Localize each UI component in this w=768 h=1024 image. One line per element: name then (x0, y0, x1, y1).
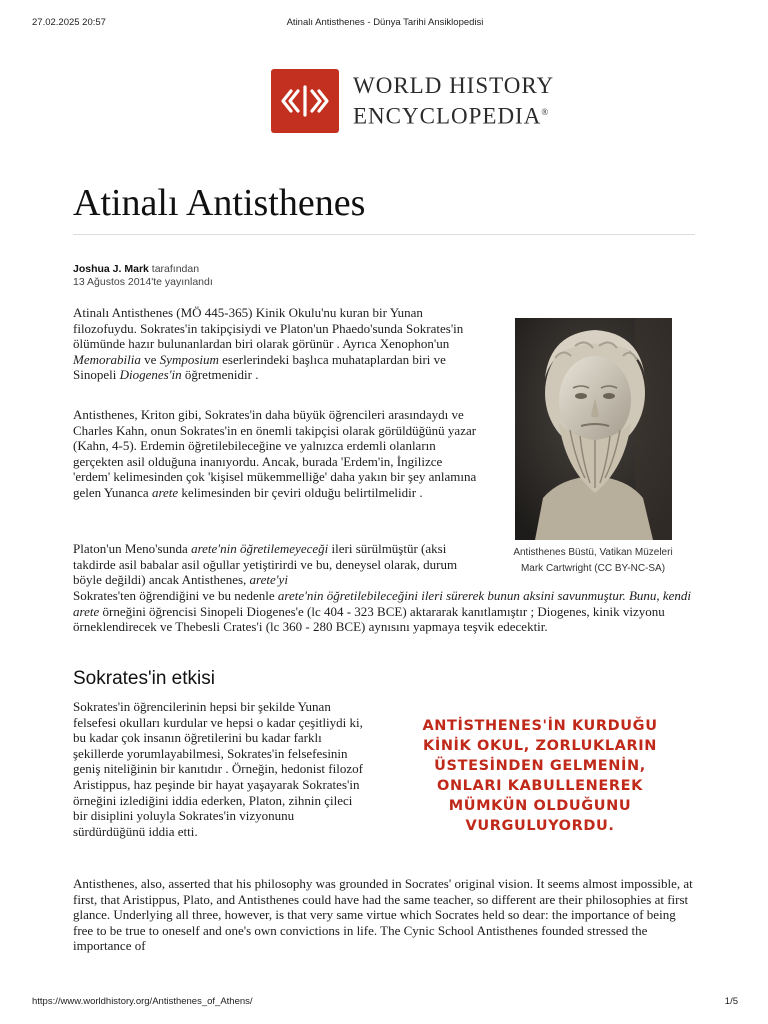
intro-text-d: öğretmenidir . (181, 367, 259, 383)
print-header (32, 17, 738, 31)
paragraph-arete (73, 407, 481, 501)
antisthenes-bust-image[interactable] (515, 318, 672, 540)
page-number: 1/5 (724, 996, 738, 1007)
intro-text-a: Atinalı Antisthenes (MÖ 445-365) Kinik Okulu'nu kuran bir Yunan filozofuydu. Sokrates'in takipçisiydi ve Platon'un Phaedo'sunda Sokrates'in ölümünde hazır bulunanlardan biri olarak görünür . Ayrıca Xenophon'un (73, 305, 464, 352)
registered-mark: ® (541, 106, 550, 117)
para2-em-arete: arete (151, 484, 179, 500)
logo-mark-icon (271, 69, 339, 133)
logo-wordmark (353, 73, 554, 130)
image-caption: Antisthenes Büstü, Vatikan Müzeleri (513, 547, 673, 558)
article-title: Atinalı Antisthenes (73, 182, 366, 224)
paragraph-meno-bottom (73, 588, 695, 635)
intro-em-memorabilia: Memorabilia (73, 351, 141, 367)
author-suffix: tarafından (148, 263, 200, 275)
intro-em-symposium: Symposium (159, 351, 219, 367)
author-link[interactable]: Joshua J. Mark (73, 263, 149, 275)
para3b-em-a: arete'nin öğretilebileceğini ileri sürerek bunun aksini savunmuştur. Bunu, kendi arete (73, 588, 692, 619)
pull-quote: ANTİSTHENES'İN KURDUĞU KİNİK OKUL, ZORLUKLARIN ÜSTESİNDEN GELMENİN, ONLARI KABULLENEREK MÜMKÜN OLDUĞUNU VURGULUYORDU. (422, 718, 658, 834)
logo-line-2: ENCYCLOPEDIA (353, 103, 542, 129)
para3-em-b: arete'yi (249, 572, 288, 588)
intro-text-b: ve (140, 351, 160, 367)
print-datetime: 27.02.2025 20:57 (32, 17, 106, 28)
image-credit: Mark Cartwright (CC BY-NC-SA) (520, 563, 666, 574)
para3-em-a: arete'nin öğretilemeyeceği (191, 541, 329, 556)
publish-date: 13 Ağustos 2014'te yayınlandı (73, 276, 213, 288)
section-heading-socrates-influence: Sokrates'in etkisi (73, 668, 215, 689)
title-divider (73, 234, 695, 235)
byline (73, 263, 213, 289)
para3-text-a: Platon'un Meno'sunda (73, 541, 192, 556)
paragraph-meno-top (73, 541, 481, 588)
para3b-text-b: örneğini öğrencisi Sinopeli Diogenes'e (lc 404 - 323 BCE) aktararak kanıtlamıştır ; Diogenes, kinik vizyonu örneklendirecek ve Thebesli Crates'i (lc 360 - 280 BCE) aynısını yapmaya teşvik edecektir. (73, 603, 665, 635)
intro-text-c: eserlerindeki başlıca muhataplardan biri ve Sinopeli (73, 351, 446, 383)
intro-paragraph (73, 305, 481, 383)
para3-text-b: ileri sürülmüştür (aksi takdirde asil babalar asil oğullar yetiştirirdi ve bu, deneysel olarak, durum böyle değildi) ancak Antisthenes, (73, 541, 458, 588)
print-footer (32, 996, 738, 1010)
site-logo[interactable] (271, 69, 554, 133)
para3b-text-a: Sokrates'ten öğrendiğini ve bu nedenle (73, 588, 278, 603)
paragraph-students: Sokrates'in öğrencilerinin hepsi bir şekilde Yunan felsefesi okulları kurdular ve hepsi o kadar çeşitliydi ki, bu kadar çok insanın öğretilerini bu kadar farklı şekillerde yorumlayabilmesi, Sokrates'in felsefesinin geniş niteliğinin bir kanıtıdır . Örneğin, hedonist filozof Aristippus, haz peşinde bir hayat yaşayarak Sokrates'in örneğini izlediğini iddia ederken, Platon, zihnin çileci bir disiplini yoluyla Sokrates'in vizyonunu sürdürdüğünü iddia etti. (73, 699, 363, 839)
para2-text-b: kelimesinden bir çeviri olduğu belirtilmelidir . (178, 484, 423, 500)
para2-text-a: Antisthenes, Kriton gibi, Sokrates'in daha büyük öğrencileri arasındaydı ve Charles Kahn, onun Sokrates'in en önemli takipçisi olarak görüldüğünü yazar (Kahn, 4-5). Erdemin öğretilebileceğine ve yalnızca erdemli olanların gerçekten asil olduğuna inanıyordu. Ancak, burada 'Erdem'in, İngilizce 'erdem' kelimesinden çok 'kişisel mükemmelliğe' daha yakın bir şey anlamına gelen Yunanca (73, 407, 477, 500)
page-url[interactable]: https://www.worldhistory.org/Antisthenes_of_Athens/ (32, 996, 253, 1007)
print-page-title: Atinalı Antisthenes - Dünya Tarihi Ansiklopedisi (286, 17, 484, 28)
bust-illustration (515, 318, 672, 540)
logo-line-1: WORLD HISTORY (353, 72, 555, 98)
paragraph-antisthenes-vision: Antisthenes, also, asserted that his philosophy was grounded in Socrates' original vision. It seems almost impossible, at first, that Aristippus, Plato, and Antisthenes could have had the same teacher, so different are their philosophies at first glance. Underlying all three, however, is that very same virtue which Socrates held so dear: the importance of being free to be true to oneself and one's own convictions in life. The Cynic School Antisthenes founded stressed the importance of (73, 876, 693, 954)
intro-em-diogenes: Diogenes'in (119, 367, 182, 383)
logo-glyph-icon (280, 81, 330, 121)
